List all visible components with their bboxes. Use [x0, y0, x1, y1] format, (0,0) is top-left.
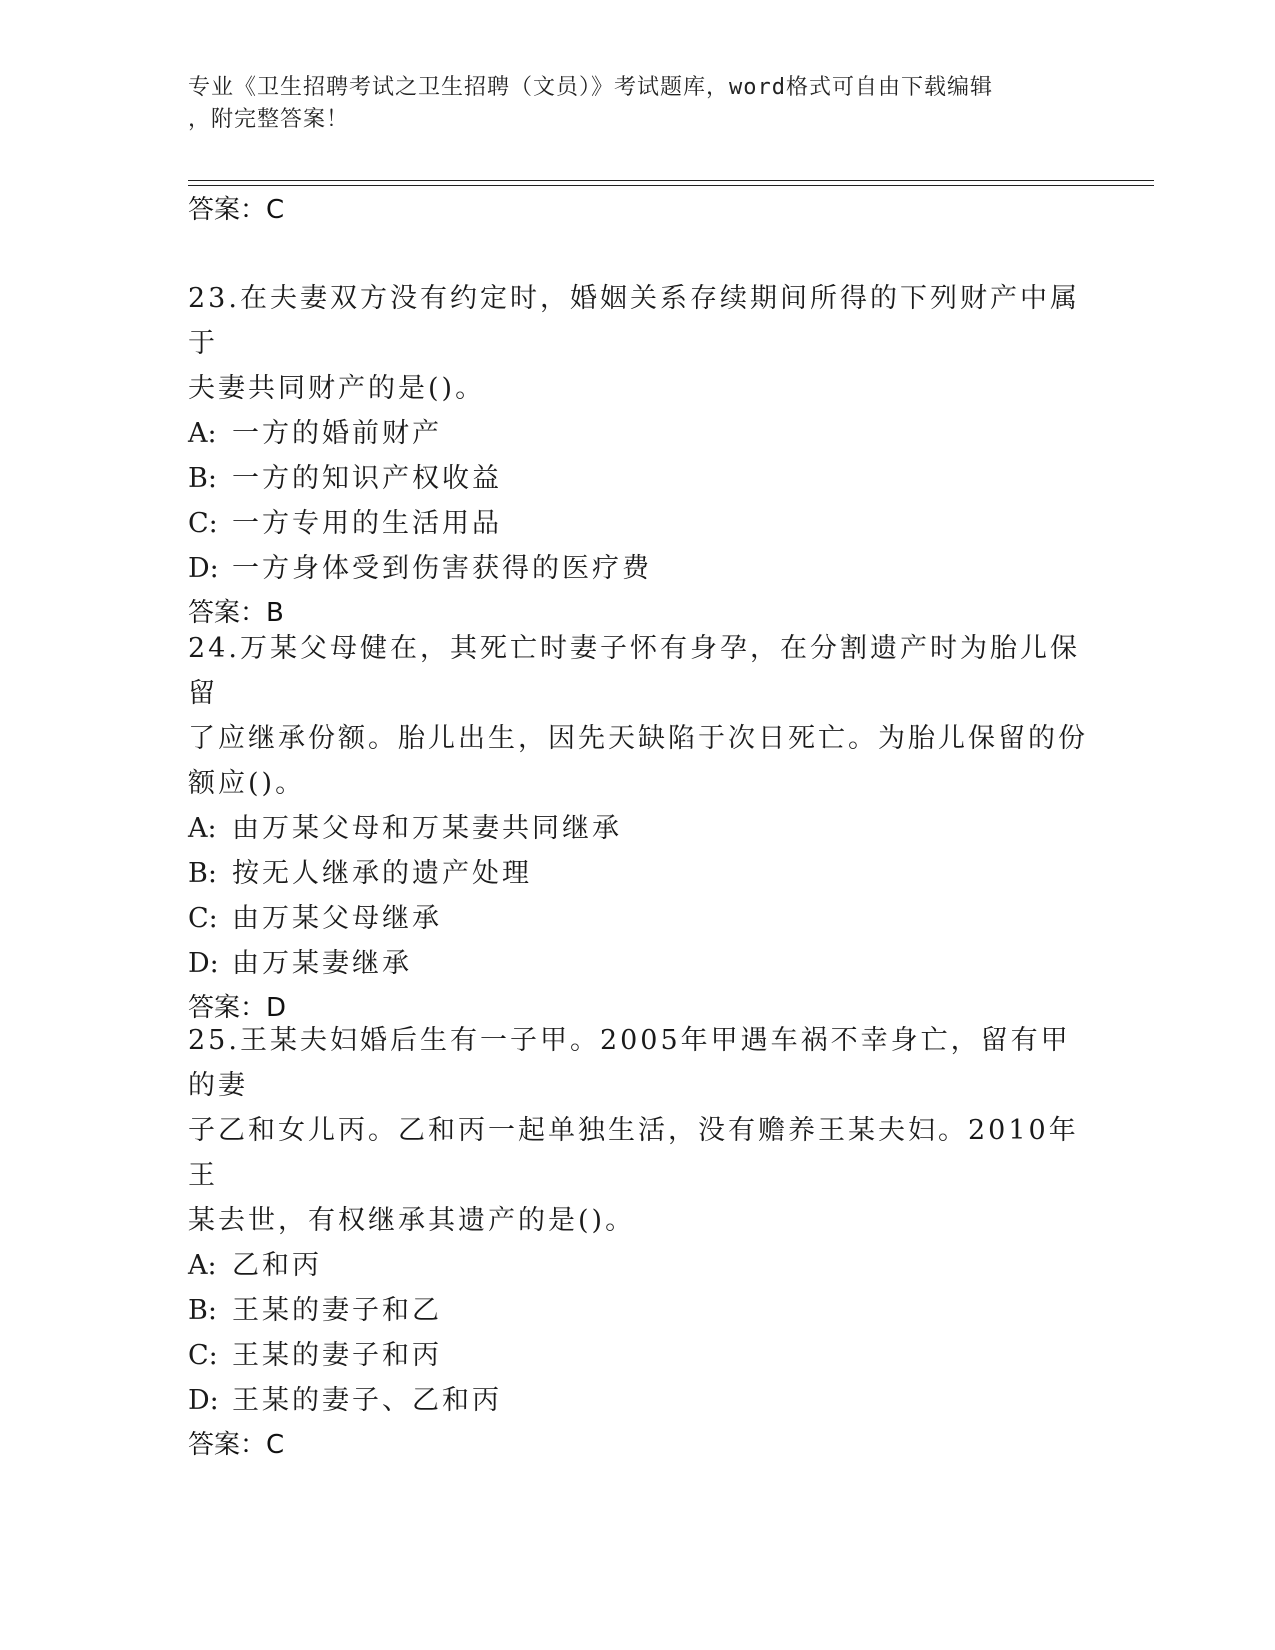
- option-text: 王某的妻子、乙和丙: [232, 1385, 502, 1416]
- option-key: C:: [188, 508, 218, 539]
- option-text: 乙和丙: [232, 1250, 322, 1281]
- option-b: [188, 851, 1088, 896]
- header-divider-bottom: [188, 185, 1154, 186]
- question-stem-line: 夫妻共同财产的是()。: [188, 373, 486, 404]
- option-a: [188, 411, 1088, 456]
- option-key: A:: [188, 813, 217, 844]
- option-text: 一方的知识产权收益: [232, 463, 502, 494]
- option-key: D:: [188, 553, 219, 584]
- answer-label: 答案：C: [188, 1430, 285, 1460]
- document-header: [188, 72, 1088, 136]
- option-d: [188, 941, 1088, 986]
- option-text: 一方身体受到伤害获得的医疗费: [232, 553, 652, 584]
- option-key: A:: [188, 418, 217, 449]
- question-stem-line: 额应()。: [188, 768, 306, 799]
- option-text: 一方的婚前财产: [232, 418, 442, 449]
- question-stem-line: 某去世，有权继承其遗产的是()。: [188, 1205, 636, 1236]
- option-c: [188, 896, 1088, 941]
- option-text: 按无人继承的遗产处理: [232, 858, 532, 889]
- header-divider-top: [188, 180, 1154, 181]
- option-a: [188, 1243, 1088, 1288]
- option-key: D:: [188, 1385, 219, 1416]
- question-stem: [188, 276, 1088, 411]
- option-c: [188, 501, 1088, 546]
- option-text: 王某的妻子和丙: [232, 1340, 442, 1371]
- question-stem: [188, 1018, 1088, 1243]
- option-key: C:: [188, 1340, 218, 1371]
- option-key: A:: [188, 1250, 217, 1281]
- option-b: [188, 456, 1088, 501]
- option-d: [188, 546, 1088, 591]
- question-block: [188, 276, 1088, 636]
- option-d: [188, 1378, 1088, 1423]
- option-a: [188, 806, 1088, 851]
- option-key: B:: [188, 1295, 217, 1326]
- option-text: 由万某父母继承: [232, 903, 442, 934]
- question-stem-line: 子乙和女儿丙。乙和丙一起单独生活，没有赡养王某夫妇。2010年王: [188, 1115, 1079, 1191]
- option-key: B:: [188, 858, 217, 889]
- option-b: [188, 1288, 1088, 1333]
- option-key: D:: [188, 948, 219, 979]
- option-text: 王某的妻子和乙: [232, 1295, 442, 1326]
- option-c: [188, 1333, 1088, 1378]
- question-stem-line: 23.在夫妻双方没有约定时，婚姻关系存续期间所得的下列财产中属于: [188, 283, 1080, 359]
- answer-label: 答案：D: [188, 993, 287, 1023]
- header-line-2: ，附完整答案！: [188, 107, 350, 132]
- header-line-1: 专业《卫生招聘考试之卫生招聘（文员）》考试题库，word格式可自由下载编辑: [188, 75, 993, 100]
- question-stem-line: 24.万某父母健在，其死亡时妻子怀有身孕，在分割遗产时为胎儿保留: [188, 633, 1080, 709]
- option-text: 一方专用的生活用品: [232, 508, 502, 539]
- option-key: B:: [188, 463, 217, 494]
- answer-label: 答案：C: [188, 195, 285, 225]
- question-stem-line: 了应继承份额。胎儿出生，因先天缺陷于次日死亡。为胎儿保留的份: [188, 723, 1088, 754]
- option-key: C:: [188, 903, 218, 934]
- option-text: 由万某父母和万某妻共同继承: [232, 813, 622, 844]
- question-stem: [188, 626, 1088, 806]
- option-text: 由万某妻继承: [232, 948, 412, 979]
- question-stem-line: 25.王某夫妇婚后生有一子甲。2005年甲遇车祸不幸身亡，留有甲的妻: [188, 1025, 1071, 1101]
- answer-label: 答案：B: [188, 598, 284, 628]
- question-block: [188, 626, 1088, 1031]
- question-block: [188, 1018, 1088, 1468]
